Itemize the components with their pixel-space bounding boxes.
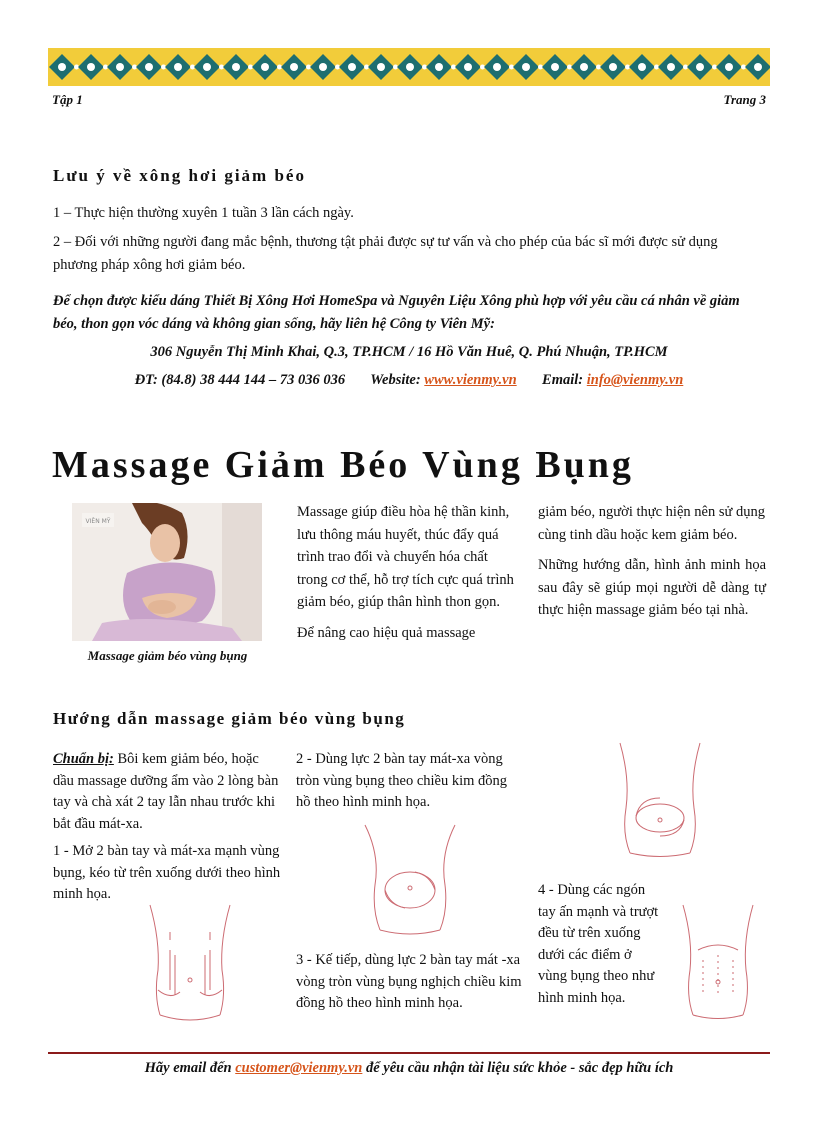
band-dot	[696, 63, 704, 71]
band-dot	[464, 63, 472, 71]
website-link[interactable]: www.vienmy.vn	[424, 372, 517, 388]
step-4: 4 - Dùng các ngón tay ấn mạnh và trượt đều từ trên xuống dưới các điểm ở vùng bụng theo như hình minh họa.	[538, 882, 659, 1006]
article-column-1	[297, 501, 515, 652]
col2-paragraph-2: Những hướng dẫn, hình ảnh minh họa sau đây sẽ giúp mọi người dễ dàng tự thực hiện massage giảm béo tại nhà.	[538, 557, 766, 618]
band-dot	[232, 63, 240, 71]
band-dot	[754, 63, 762, 71]
band-dot	[145, 63, 153, 71]
email-link[interactable]: info@vienmy.vn	[586, 372, 684, 388]
page-number: Trang 3	[723, 92, 766, 107]
step-3-illustration	[600, 738, 720, 863]
contact-line	[48, 369, 770, 392]
contact-address: 306 Nguyễn Thị Minh Khai, Q.3, TP.HCM / 16 Hồ Văn Huê, Q. Phú Nhuận, TP.HCM	[150, 344, 668, 360]
footer-note	[48, 1060, 770, 1077]
band-dot	[609, 63, 617, 71]
band-dot	[580, 63, 588, 71]
website-label: Website:	[370, 372, 421, 388]
woman-massage-illustration	[72, 503, 262, 641]
band-dot	[725, 63, 733, 71]
step-2-illustration	[350, 820, 470, 940]
band-dot	[290, 63, 298, 71]
prep-label: Chuẩn bị:	[53, 751, 114, 767]
band-dot	[377, 63, 385, 71]
footer-rule	[48, 1052, 770, 1054]
footer-suffix: để yêu cầu nhận tài liệu sức khỏe - sắc đẹp hữu ích	[362, 1060, 674, 1076]
step-4-illustration	[668, 900, 768, 1030]
decorative-band	[48, 48, 770, 86]
prep-text: Bôi kem giảm béo, hoặc dầu massage dưỡng ẩm vào 2 lòng bàn tay và chà xát 2 tay lẫn nhau trước khi bắt đầu mát-xa.	[53, 751, 279, 832]
footer-prefix: Hãy email đến	[144, 1060, 236, 1076]
prep-paragraph	[53, 749, 281, 835]
article-column-2	[538, 501, 766, 630]
band-dot	[174, 63, 182, 71]
band-dot	[667, 63, 675, 71]
guide-heading: Hướng dẫn massage giảm béo vùng bụng	[53, 709, 406, 728]
photo-caption: Massage giảm béo vùng bụng	[87, 648, 248, 663]
step-1: 1 - Mở 2 bàn tay và mát-xa mạnh vùng bụng, kéo từ trên xuống dưới theo hình minh họa.	[53, 843, 281, 902]
notes-heading: Lưu ý về xông hơi giảm béo	[53, 166, 306, 185]
col1-paragraph-2: Để nâng cao hiệu quả massage	[297, 624, 476, 641]
band-dot	[406, 63, 414, 71]
photo-logo: VIÊN MỸ	[85, 518, 111, 525]
col1-paragraph-1: Massage giúp điều hòa hệ thần kinh, lưu thông máu huyết, thúc đẩy quá trình trao đổi và chuyển hóa chất trong cơ thể, hỗ trợ tích cực quá trình giảm béo, giúp thân hình thon gọn.	[297, 504, 514, 610]
band-dot	[551, 63, 559, 71]
email-label: Email:	[542, 372, 584, 388]
step-3: 3 - Kế tiếp, dùng lực 2 bàn tay mát -xa vòng tròn vùng bụng nghịch chiều kim đồng hồ theo hình minh họa.	[296, 952, 522, 1011]
volume-label: Tập 1	[52, 92, 83, 107]
band-dot	[261, 63, 269, 71]
band-dot	[493, 63, 501, 71]
band-dot	[348, 63, 356, 71]
col2-paragraph-1: giảm béo, người thực hiện nên sử dụng cùng tinh dầu hoặc kem giảm béo.	[538, 504, 765, 543]
band-dot	[638, 63, 646, 71]
band-dot	[522, 63, 530, 71]
massage-photo	[72, 503, 262, 641]
diamond-pattern	[48, 48, 770, 86]
band-dot	[58, 63, 66, 71]
band-dot	[87, 63, 95, 71]
step-2: 2 - Dùng lực 2 bàn tay mát-xa vòng tròn vùng bụng theo chiều kim đồng hồ theo hình minh họa.	[296, 751, 508, 810]
customer-email-link[interactable]: customer@vienmy.vn	[235, 1060, 363, 1076]
band-dot	[116, 63, 124, 71]
step-1-illustration	[130, 900, 250, 1030]
band-dot	[319, 63, 327, 71]
contact-phone: ĐT: (84.8) 38 444 144 – 73 036 036	[134, 372, 346, 388]
article-title: Massage Giảm Béo Vùng Bụng	[52, 444, 634, 486]
band-dot	[435, 63, 443, 71]
notes-item-2: 2 – Đối với những người đang mắc bệnh, thương tật phải được sự tư vấn và cho phép của bác sĩ mới được sử dụng phương pháp xông hơi giảm béo.	[53, 234, 718, 273]
contact-intro: Để chọn được kiểu dáng Thiết Bị Xông Hơi HomeSpa và Nguyên Liệu Xông phù hợp với yêu cầu cá nhân về giảm béo, thon gọn vóc dáng và không gian sống, hãy liên hệ Công ty Viên Mỹ:	[53, 293, 740, 332]
guide-column-1	[53, 749, 281, 912]
band-dot	[203, 63, 211, 71]
notes-item-1: 1 – Thực hiện thường xuyên 1 tuần 3 lần cách ngày.	[53, 205, 354, 221]
